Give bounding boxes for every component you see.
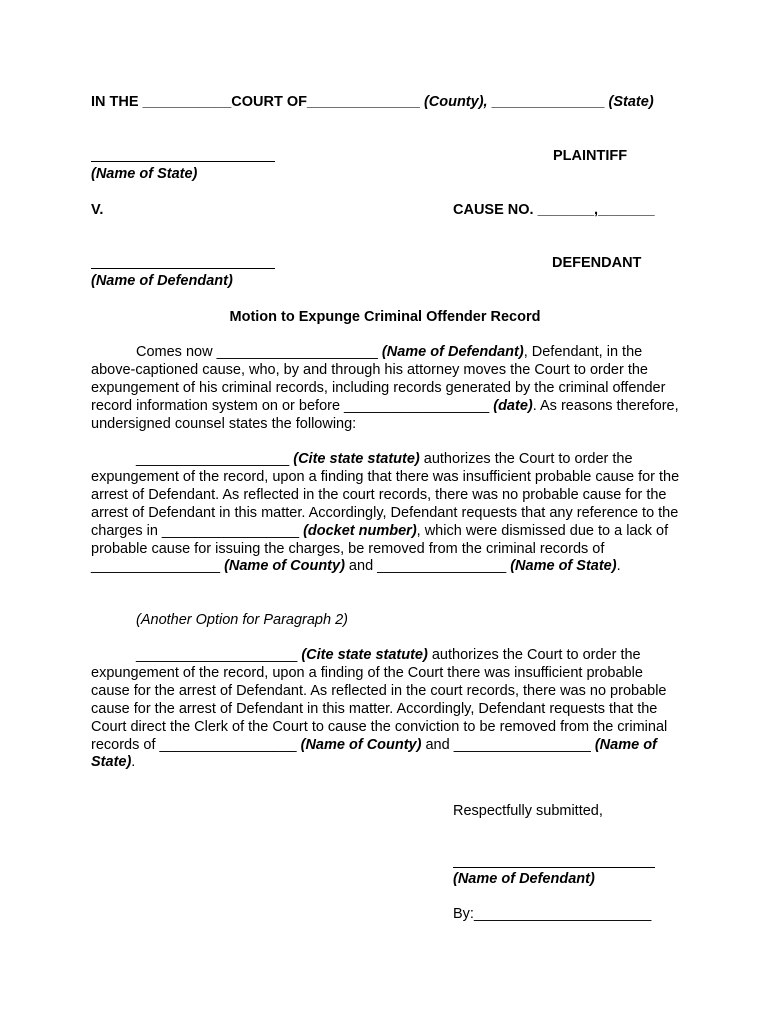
paragraph-1 [91, 344, 683, 434]
cause-number-label: CAUSE NO. [453, 202, 534, 218]
county-hint: (County), [423, 94, 488, 110]
state-blank: ______________ [491, 94, 605, 110]
defendant-name-hint: (Name of Defendant) [91, 273, 233, 289]
p2-text-2: authorizes the Court to order the expungement of the record, upon a finding that there was insufficient probable cause for the arrest of Defendant. As reflected in the court records, there was no probable cause for the arrest of Defendant in this matter. Accordingly, Defendant requests that any reference to the charges in _________________ [91, 451, 680, 539]
court-caption [91, 94, 654, 110]
option-note: (Another Option for Paragraph 2) [136, 612, 348, 628]
plaintiff-name-line [91, 161, 275, 162]
p2-docket-number: (docket number) [303, 522, 417, 539]
caption-in-the: IN THE [91, 94, 139, 110]
cause-number [453, 202, 655, 218]
county-blank: ______________ [307, 94, 420, 110]
defendant-label: DEFENDANT [552, 255, 642, 271]
p2-text-1: ___________________ [136, 451, 294, 467]
p2-name-of-county: (Name of County) [224, 558, 345, 575]
p3-name-of-state: (Name of State) [91, 736, 657, 771]
signature-line [453, 867, 655, 868]
p3-cite-statute: (Cite state statute) [301, 647, 428, 663]
p1-date: (date) [493, 397, 533, 414]
defendant-name-line [91, 268, 275, 269]
p3-name-of-county: (Name of County) [300, 736, 422, 753]
state-hint: (State) [608, 94, 654, 110]
caption-court-of: COURT OF [231, 94, 307, 110]
plaintiff-label: PLAINTIFF [553, 148, 628, 164]
p3-text-1: ____________________ [136, 647, 302, 663]
p1-name-of-defendant: (Name of Defendant) [381, 344, 524, 360]
p2-text-3: , which were dismissed due to a lack of probable cause for issuing the charges, be removed from the criminal records of ________________ [91, 522, 669, 575]
court-name-blank: ___________ [142, 94, 232, 110]
p1-text-2: , Defendant, in the above-captioned cause, who, by and through his attorney moves the Court to order the expungement of his criminal records, including records generated by the criminal offender record information system on or before __________________ [91, 344, 666, 414]
versus-label: V. [91, 202, 104, 218]
p1-text-1: Comes now ____________________ [136, 344, 382, 360]
p3-text-3: and _________________ [421, 736, 595, 753]
p2-text-4: and ________________ [344, 558, 511, 575]
p3-text-4: . [131, 754, 136, 771]
by-line: By:______________________ [453, 906, 652, 922]
signature-name-hint: (Name of Defendant) [453, 871, 595, 887]
paragraph-2 [91, 451, 683, 576]
closing-text: Respectfully submitted, [453, 803, 603, 819]
paragraph-3 [91, 647, 683, 772]
cause-number-blank: _______,_______ [537, 202, 655, 218]
p2-name-of-state: (Name of State) [510, 558, 617, 575]
p2-text-5: . [616, 558, 621, 575]
p1-text-3: . As reasons therefore, undersigned counsel states the following: [91, 397, 679, 432]
plaintiff-name-hint: (Name of State) [91, 166, 198, 182]
p3-text-2: authorizes the Court to order the expungement of the record, upon a finding of the Court there was insufficient probable cause for the arrest of Defendant. As reflected in the court records, there was no probable cause for the arrest of Defendant in this matter. Accordingly, Defendant requests that the Court direct the Clerk of the Court to cause the conviction to be removed from the criminal records of _________________ [91, 647, 668, 753]
p2-cite-statute: (Cite state statute) [293, 451, 420, 467]
document-title: Motion to Expunge Criminal Offender Record [229, 309, 541, 325]
